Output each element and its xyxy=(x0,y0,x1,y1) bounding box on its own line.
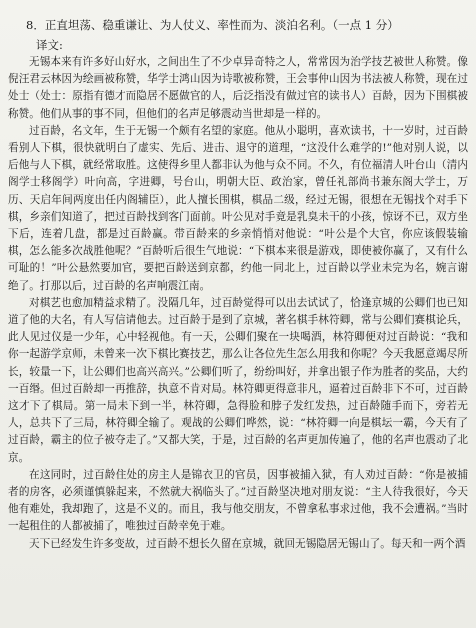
paragraph-5: 天下已经发生许多变故，过百龄不想长久留在京城，就回无锡隐居无锡山了。每天和一两个酒 xyxy=(29,537,466,550)
paragraph-1: 无锡本来有许多好山好水，之间出生了不少卓异奇特之人，常常因为治学技艺被世人称赞。像倪汪君云林因为绘画被称赞，华学士鸿山因为诗歌被称赞，王会事仲山因为书法被人称赞，现在过处士（处士：原指有德才而隐居不愿做官的人，后泛指没有做过官的读书人）百龄，因为下围棋被称赞。他们从事的事不同，但他们的名声足够震动当世却是一样的。 xyxy=(8,56,468,120)
translation-label: 译文: xyxy=(36,38,63,52)
question-header: 8．正直坦荡、稳重谦让、为人仗义、率性而为、淡泊名利。（一点 1 分） xyxy=(26,18,399,32)
paragraph-3: 对棋艺也愈加精益求精了。没隔几年，过百龄觉得可以出去试试了，恰逢京城的公卿们也已知道了他的大名，有人写信请他去。过百龄于是到了京城，著名棋手林符卿，常与公卿们赛棋论兵，此人见过仪是一少年，心中轻视他。有一天，公卿们聚在一块喝酒，林符卿便对过百龄说：“我和你一起游学京师，未曾来一次下棋比赛技艺，那么让各位先生怎么用我和你呢？今天我愿意竭尽所长，较量一下，让公卿们也高兴高兴。”公卿们听了，纷纷叫好，并拿出银子作为胜者的奖品，大约一百缗。但过百龄却一再推辞，执意不肯对局。林符卿更得意非凡，逼着过百龄非下不可，过百龄这才下了棋局。第一局未下到一半，林符卿，急得脸和脖子发红发热，过百龄随手而下，旁若无人，总共下了三局，林符卿全输了。观战的公卿们哗然，说：“林符卿一向是棋坛一霸，今天有了过百龄，霸主的位子被夺走了。”又都大笑，于是，过百龄的名声更加传遍了，他的名声也震动了北京。 xyxy=(8,296,468,464)
paragraph-2: 过百龄，名文年，生于无锡一个颇有名望的家庭。他从小聪明，喜欢读书，十一岁时，过百龄看别人下棋，很快就明白了虚实、先后、进击、退守的道理，“这没什么难学的!”他对别人说，以后他与人下棋，就经常取胜。这使得乡里人都非认为他与众不同。不久，有位福清人叶台山（清内阁学士移阁学）叶向高，字进卿，号台山，明朝大臣、政治家，曾任礼部尚书兼东阁大学士，万历、天启年间两度出任内阁辅臣），此人擅长围棋，棋品二级，经过无锡，很想在无锡找个对手下棋，乡亲们知道了，把过百龄找到客门面前。叶公见对手竟是乳臭未干的小孩，惊讶不已，双方坐下后，连着几盘，都是过百龄赢。带百龄来的乡亲悄悄对他说：“叶公是个大官，你应该假装输棋，怎么能多次战胜他呢？”百龄听后很生气地说：“下棋本来很是游戏，即使被你赢了，又有什么可耻的！”叶公悬然要加官，要把百龄送到京都，约他一同北上，过百龄以学业未完为名，婉言谢绝了。打那以后，过百龄的名声响震江南。 xyxy=(8,124,468,292)
paragraph-4: 在这同时，过百龄住处的房主人是锦衣卫的官员，因事被捕入狱，有人劝过百龄：“你是被捕者的房客，必须谨慎躲起来，不然就大祸临头了。”过百龄坚决地对朋友说：“主人待我很好，今天他有难处，我却跑了，这是不义的。而且，我与他交朋友，不曾拿私事求过他，我不会遭祸。”当时一起租住的人都被捕了，唯独过百龄幸免于难。 xyxy=(8,468,468,533)
